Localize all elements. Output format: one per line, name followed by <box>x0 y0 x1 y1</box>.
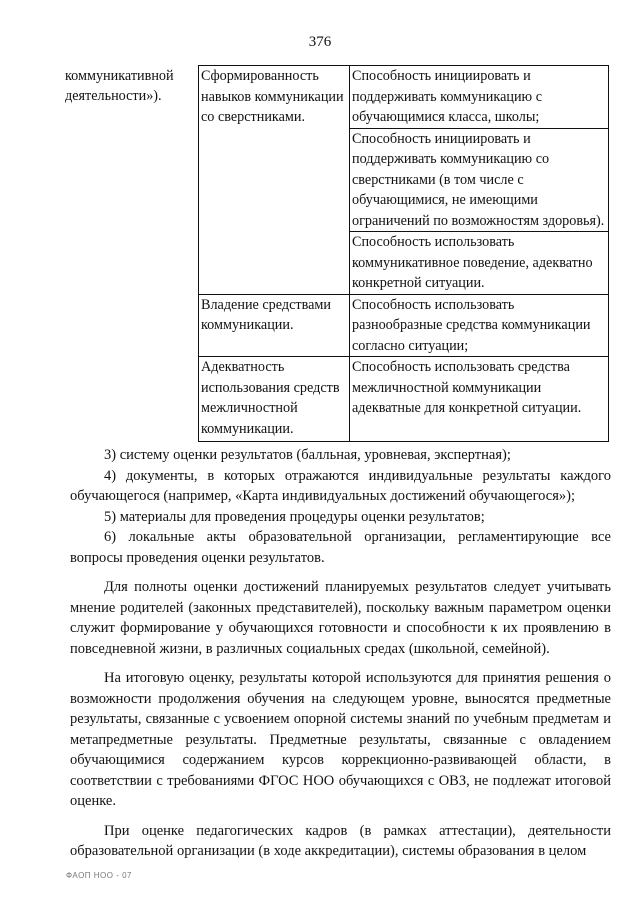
results-table <box>63 65 609 442</box>
paragraph: 5) материалы для проведения процедуры оценки результатов; <box>104 508 485 525</box>
table-row <box>63 357 609 442</box>
table-cell-criterion: Способность использовать средства межличностной коммуникации адекватные для конкретной ситуации. <box>350 357 609 442</box>
table-row <box>63 128 609 232</box>
table-cell-indicator: Адекватность использования средств межличностной коммуникации. <box>199 357 350 442</box>
paragraph: На итоговую оценку, результаты которой используются для принятия решения о возможности продолжения обучения на следующем уровне, выносятся предметные результаты, связанные с усвоением опорной системы знаний по учебным предметам и метапредметные результаты. Предметные результаты, связанные с овладением обучающимися содержанием курсов коррекционно-развивающей области, в соответствии с требованиями ФГОС НОО обучающихся с ОВЗ, не подлежат итоговой оценке. <box>70 670 611 809</box>
table-cell-indicator <box>199 232 350 295</box>
table-cell-indicator: Владение средствами коммуникации. <box>199 294 350 357</box>
paragraph: 4) документы, в которых отражаются индивидуальные результаты каждого обучающегося (например, «Карта индивидуальных достижений обучающегося»); <box>70 467 611 504</box>
paragraph: 6) локальные акты образовательной организации, регламентирующие все вопросы проведения оценки результатов. <box>70 529 611 566</box>
paragraph: 3) систему оценки результатов (балльная, уровневая, экспертная); <box>104 447 511 463</box>
footer-code: ФАОП НОО - 07 <box>66 871 132 880</box>
table-cell-area: коммуникативной деятельности»). <box>65 67 174 104</box>
page-number: 376 <box>308 34 332 50</box>
table-row <box>63 66 609 129</box>
body-text <box>70 445 611 862</box>
table-row <box>63 294 609 357</box>
table-row <box>63 232 609 295</box>
table-cell-indicator <box>199 128 350 232</box>
table-cell-area <box>63 232 199 295</box>
table-cell-indicator: Сформированность навыков коммуникации со сверстниками. <box>199 66 350 129</box>
table-cell-area <box>63 128 199 232</box>
table-cell-area <box>63 357 199 442</box>
table-cell-criterion: Способность использовать коммуникативное поведение, адекватно конкретной ситуации. <box>350 232 609 295</box>
paragraph: Для полноты оценки достижений планируемых результатов следует учитывать мнение родителей (законных представителей), поскольку важным параметром оценки служит формирование у обучающихся готовности и способности к их проявлению в повседневной жизни, в различных социальных средах (школьной, семейной). <box>70 579 611 657</box>
table-cell-area <box>63 294 199 357</box>
table-cell-criterion: Способность использовать разнообразные средства коммуникации согласно ситуации; <box>350 294 609 357</box>
table-cell-criterion: Способность инициировать и поддерживать коммуникацию со сверстниками (в том числе с обучающимися, не имеющими ограничений по возможностям здоровья). <box>350 128 609 232</box>
paragraph: При оценке педагогических кадров (в рамках аттестации), деятельности образовательной организации (в ходе аккредитации), системы образования в целом <box>70 822 611 859</box>
table-cell-criterion: Способность инициировать и поддерживать коммуникацию с обучающимися класса, школы; <box>350 66 609 129</box>
